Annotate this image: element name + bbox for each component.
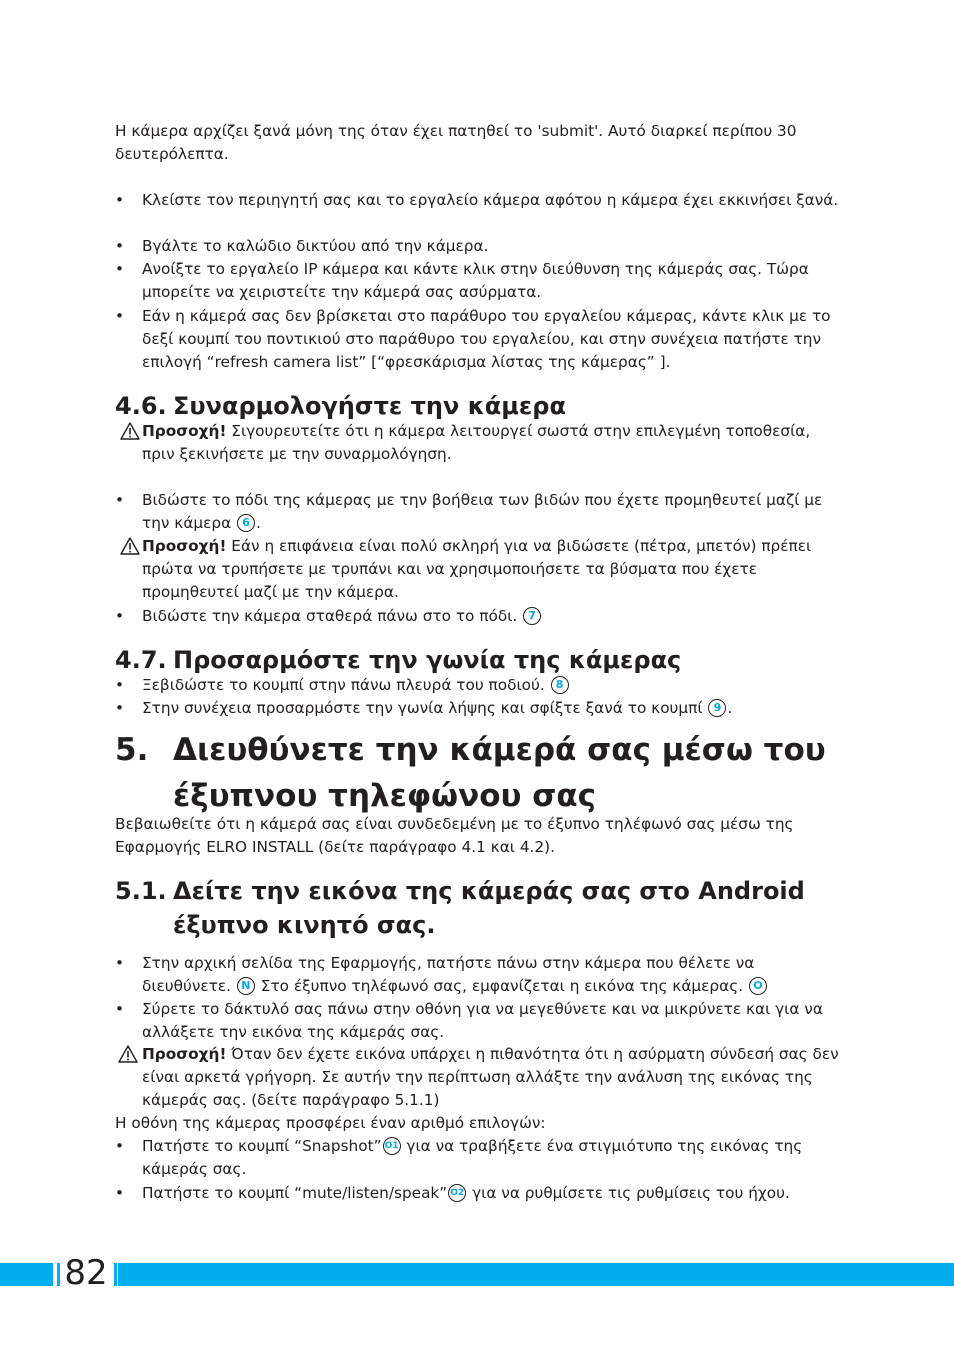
bullet-marker: • (115, 191, 125, 209)
section-title: Προσαρμόστε την γωνία της κάμερας (173, 646, 682, 674)
figure-ref-badge: 6 (237, 514, 255, 532)
warning-body: Όταν δεν έχετε εικόνα υπάρχει η πιθανότητα ότι η ασύρματη σύνδεσή σας δεν είναι αρκετά γρήγορη. Σε αυτήν την περίπτωση αλλάξτε την ανάλυση της εικόνας της κάμεράς σας. (δείτε παράγραφο 5.1.1) (142, 1045, 839, 1109)
list-item-body: Πατήστε το κουμπί “mute/listen/speak” (142, 1184, 448, 1202)
list-item-body: για να τραβήξετε ένα στιγμιότυπο της εικόνας της κάμεράς σας. (142, 1137, 803, 1178)
bullet-marker: • (115, 307, 125, 325)
warning-triangle-icon (120, 422, 140, 440)
warning-triangle-icon (118, 1045, 138, 1063)
list-item-text (142, 1135, 842, 1181)
list-item-text (142, 489, 842, 535)
bullet-marker: • (115, 1000, 125, 1018)
footer-bracket-right (114, 1263, 117, 1286)
list-item-text: Βγάλτε το καλώδιο δικτύου από την κάμερα. (142, 237, 489, 255)
bullet-marker: • (115, 1137, 125, 1155)
intro-paragraph: Η κάμερα αρχίζει ξανά μόνη της όταν έχει πατηθεί το 'submit'. Αυτό διαρκεί περίπου 30 δευτερόλεπτα. (115, 122, 797, 163)
bullet-marker: • (115, 260, 125, 278)
figure-ref-badge: O1 (383, 1137, 401, 1155)
section-title-line: έξυπνο κινητό σας. (173, 911, 436, 939)
figure-ref-badge: 9 (708, 699, 726, 717)
list-item-end: . (256, 514, 261, 532)
list-item-body: Στην αρχική σελίδα της Εφαρμογής, πατήστε πάνω στην κάμερα που θέλετε να διευθύνετε. (142, 954, 755, 995)
figure-ref-badge: 8 (551, 676, 569, 694)
warning-label: Προσοχή! (142, 1045, 227, 1063)
warning-label: Προσοχή! (142, 537, 227, 555)
bullet-marker: • (115, 1184, 125, 1202)
section-title: Συναρμολογήστε την κάμερα (173, 392, 566, 420)
chapter-title-line: Διευθύνετε την κάμερά σας μέσω του (173, 732, 826, 768)
warning-label: Προσοχή! (142, 422, 227, 440)
warning-triangle-icon (120, 537, 140, 555)
list-item-text (142, 605, 842, 628)
section-number: 4.7. (115, 646, 167, 674)
section-number: 4.6. (115, 392, 167, 420)
bullet-marker: • (115, 699, 125, 717)
section-title-line: Δείτε την εικόνα της κάμεράς σας στο Android (173, 877, 805, 905)
chapter-title-line: έξυπνου τηλεφώνου σας (173, 778, 597, 814)
section-number: 5.1. (115, 877, 167, 905)
section-title (173, 874, 873, 942)
list-item-text: Ανοίξτε το εργαλείο IP κάμερα και κάντε κλικ στην διεύθυνση της κάμεράς σας. Τώρα μπορείτε να χειριστείτε την κάμερά σας ασύρματα. (142, 260, 809, 301)
list-item-text (142, 1182, 842, 1205)
chapter-intro-paragraph: Βεβαιωθείτε ότι η κάμερά σας είναι συνδεδεμένη με το έξυπνο τηλέφωνό σας μέσω της Εφαρμογής ELRO INSTALL (δείτε παράγραφο 4.1 και 4.2). (115, 815, 794, 856)
bullet-marker: • (115, 954, 125, 972)
list-item-text: Σύρετε το δάκτυλό σας πάνω στην οθόνη για να μεγεθύνετε και να μικρύνετε και για να αλλάξετε την εικόνα της κάμεράς σας. (142, 1000, 823, 1041)
warning-body: Εάν η επιφάνεια είναι πολύ σκληρή για να βιδώσετε (πέτρα, μπετόν) πρέπει πρώτα να τρυπήσετε με τρυπάνι και να χρησιμοποιήσετε τα βύσματα που έχετε προμηθευτεί μαζί με την κάμερα. (142, 537, 812, 601)
bullet-marker: • (115, 491, 125, 509)
figure-ref-badge: O (749, 977, 767, 995)
list-item-text (142, 674, 842, 697)
warning-text (142, 1043, 842, 1112)
page-number: 82 (64, 1253, 108, 1293)
warning-body: Σιγουρευτείτε ότι η κάμερα λειτουργεί σωστά στην επιλεγμένη τοποθεσία, πριν ξεκινήσετε με την συναρμολόγηση. (142, 422, 811, 463)
list-item-text: Κλείστε τον περιηγητή σας και το εργαλείο κάμερα αφότου η κάμερα έχει εκκινήσει ξανά. (142, 191, 839, 209)
warning-text (142, 535, 840, 604)
bullet-marker: • (115, 607, 125, 625)
list-item-body: Στο έξυπνο τηλέφωνό σας, εμφανίζεται η εικόνα της κάμερας. (260, 977, 744, 995)
figure-ref-badge: O2 (448, 1184, 466, 1202)
list-item-body: Βιδώστε την κάμερα σταθερά πάνω στο το πόδι. (142, 607, 518, 625)
list-item-body: Ξεβιδώστε το κουμπί στην πάνω πλευρά του ποδιού. (142, 676, 545, 694)
bullet-marker: • (115, 237, 125, 255)
options-intro: Η οθόνη της κάμερας προσφέρει έναν αριθμό επιλογών: (115, 1114, 546, 1132)
bullet-marker: • (115, 676, 125, 694)
chapter-number: 5. (115, 732, 149, 768)
list-item-body: Βιδώστε το πόδι της κάμερας με την βοήθεια των βιδών που έχετε προμηθευτεί μαζί με την κάμερα (142, 491, 823, 532)
warning-text (142, 420, 840, 466)
list-item-end: . (727, 699, 733, 717)
list-item-body: Στην συνέχεια προσαρμόστε την γωνία λήψης και σφίξτε ξανά το κουμπί (142, 699, 703, 717)
footer-bar-left (0, 1263, 53, 1286)
list-item-text (142, 952, 842, 998)
list-item-body: για να ρυθμίσετε τις ρυθμίσεις του ήχου. (467, 1184, 790, 1202)
footer-bar-right (118, 1263, 954, 1286)
figure-ref-badge: N (237, 977, 255, 995)
list-item-body: Πατήστε το κουμπί “Snapshot” (142, 1137, 382, 1155)
chapter-title (173, 727, 893, 819)
list-item-text: Εάν η κάμερά σας δεν βρίσκεται στο παράθυρο του εργαλείου κάμερας, κάντε κλικ με το δεξί κουμπί του ποντικιού στο παράθυρο του εργαλείου, και στην συνέχεια πατήστε την επιλογή “refresh camera list” [“φρεσκάρισμα λίστας της κάμερας” ]. (142, 307, 831, 371)
list-item-text (142, 697, 842, 720)
figure-ref-badge: 7 (523, 607, 541, 625)
